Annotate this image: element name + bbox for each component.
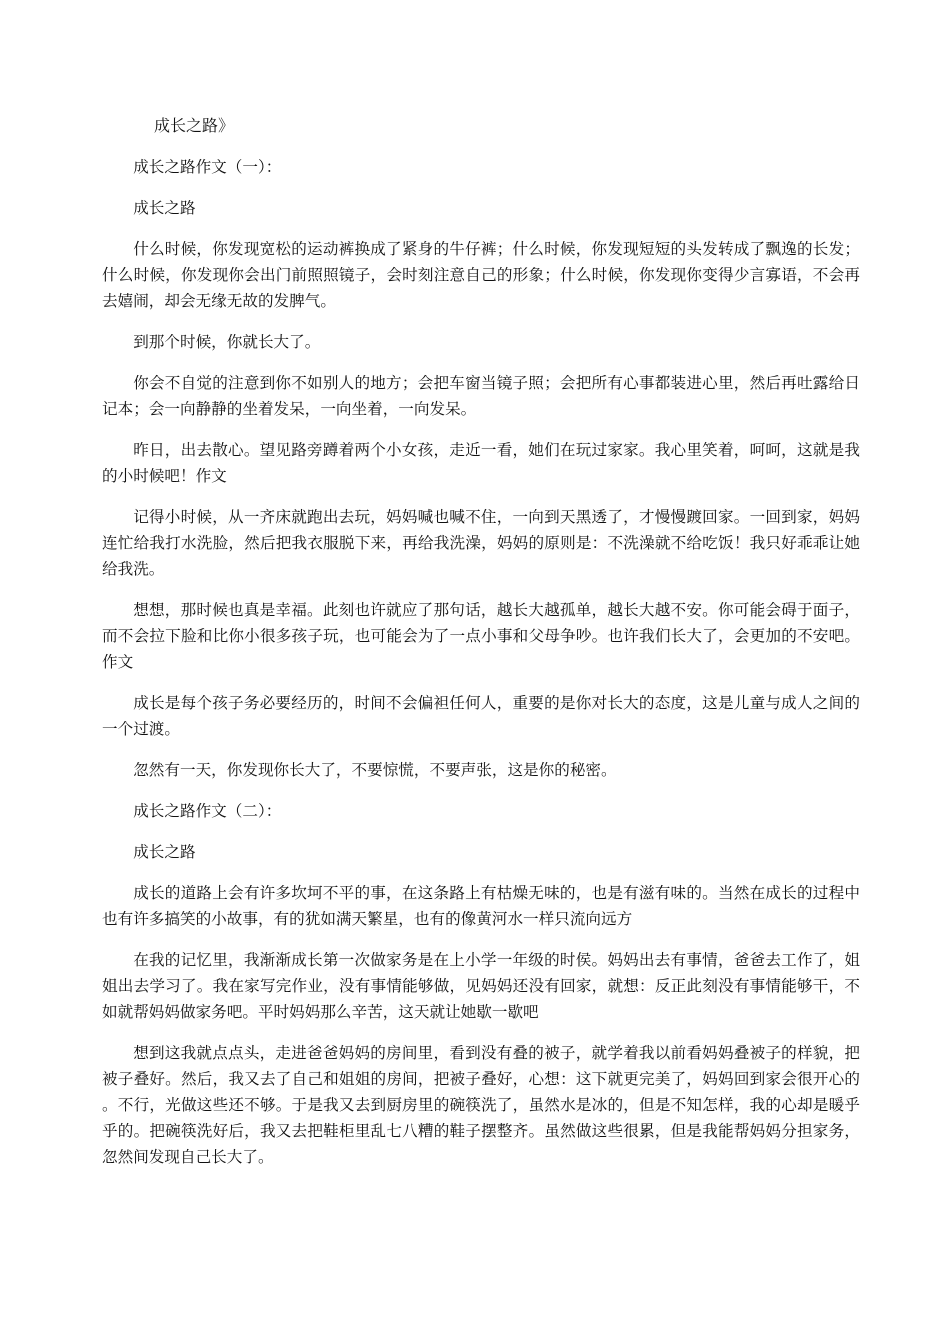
paragraph: 忽然有一天，你发现你长大了，不要惊慌，不要声张，这是你的秘密。 xyxy=(133,761,617,779)
paragraph: 成长是每个孩子务必要经历的，时间不会偏袒任何人，重要的是你对长大的态度，这是儿童与成人之间的一个过渡。 xyxy=(102,694,860,738)
paragraph: 想想，那时候也真是幸福。此刻也许就应了那句话，越长大越孤单，越长大越不安。你可能会碍于面子，而不会拉下脸和比你小很多孩子玩，也可能会为了一点小事和父母争吵。也许我们长大了，会更加的不安吧。作文 xyxy=(102,601,860,671)
essay-two-title: 成长之路 xyxy=(133,843,196,861)
essay-one-title: 成长之路 xyxy=(133,199,196,217)
document-body xyxy=(102,113,860,1185)
paragraph: 你会不自觉的注意到你不如别人的地方；会把车窗当镜子照；会把所有心事都装进心里，然后再吐露给日记本；会一向静静的坐着发呆，一向坐着，一向发呆。 xyxy=(102,374,860,418)
document-title: 成长之路》 xyxy=(154,116,235,135)
paragraph: 记得小时候，从一齐床就跑出去玩，妈妈喊也喊不住，一向到天黑透了，才慢慢踱回家。一回到家，妈妈连忙给我打水洗脸，然后把我衣服脱下来，再给我洗澡，妈妈的原则是：不洗澡就不给吃饭！我只好乖乖让她给我洗。 xyxy=(102,508,860,578)
paragraph: 想到这我就点点头，走进爸爸妈妈的房间里，看到没有叠的被子，就学着我以前看妈妈叠被子的样貌，把被子叠好。然后，我又去了自己和姐姐的房间，把被子叠好，心想：这下就更完美了，妈妈回到家会很开心的。不行，光做这些还不够。于是我又去到厨房里的碗筷洗了，虽然水是冰的，但是不知怎样，我的心却是暖乎乎的。把碗筷洗好后，我又去把鞋柜里乱七八糟的鞋子摆整齐。虽然做这些很累，但是我能帮妈妈分担家务，忽然间发现自己长大了。 xyxy=(102,1044,860,1166)
paragraph: 成长的道路上会有许多坎坷不平的事，在这条路上有枯燥无味的，也是有滋有味的。当然在成长的过程中也有许多搞笑的小故事，有的犹如满天繁星，也有的像黄河水一样只流向远方 xyxy=(102,884,860,928)
essay-two-heading: 成长之路作文（二）： xyxy=(133,802,282,820)
paragraph: 昨日，出去散心。望见路旁蹲着两个小女孩，走近一看，她们在玩过家家。我心里笑着，呵呵，这就是我的小时候吧！作文 xyxy=(102,441,860,485)
paragraph: 在我的记忆里，我渐渐成长第一次做家务是在上小学一年级的时侯。妈妈出去有事情，爸爸去工作了，姐姐出去学习了。我在家写完作业，没有事情能够做，见妈妈还没有回家，就想：反正此刻没有事情能够干，不如就帮妈妈做家务吧。平时妈妈那么辛苦，这天就让她歇一歇吧 xyxy=(102,951,860,1021)
paragraph: 什么时候，你发现宽松的运动裤换成了紧身的牛仔裤；什么时候，你发现短短的头发转成了飘逸的长发；什么时候，你发现你会出门前照照镜子，会时刻注意自己的形象；什么时候，你发现你变得少言寡语，不会再去嬉闹，却会无缘无故的发脾气。 xyxy=(102,240,860,310)
essay-one-heading: 成长之路作文（一）： xyxy=(133,158,282,176)
paragraph: 到那个时候，你就长大了。 xyxy=(133,333,321,351)
